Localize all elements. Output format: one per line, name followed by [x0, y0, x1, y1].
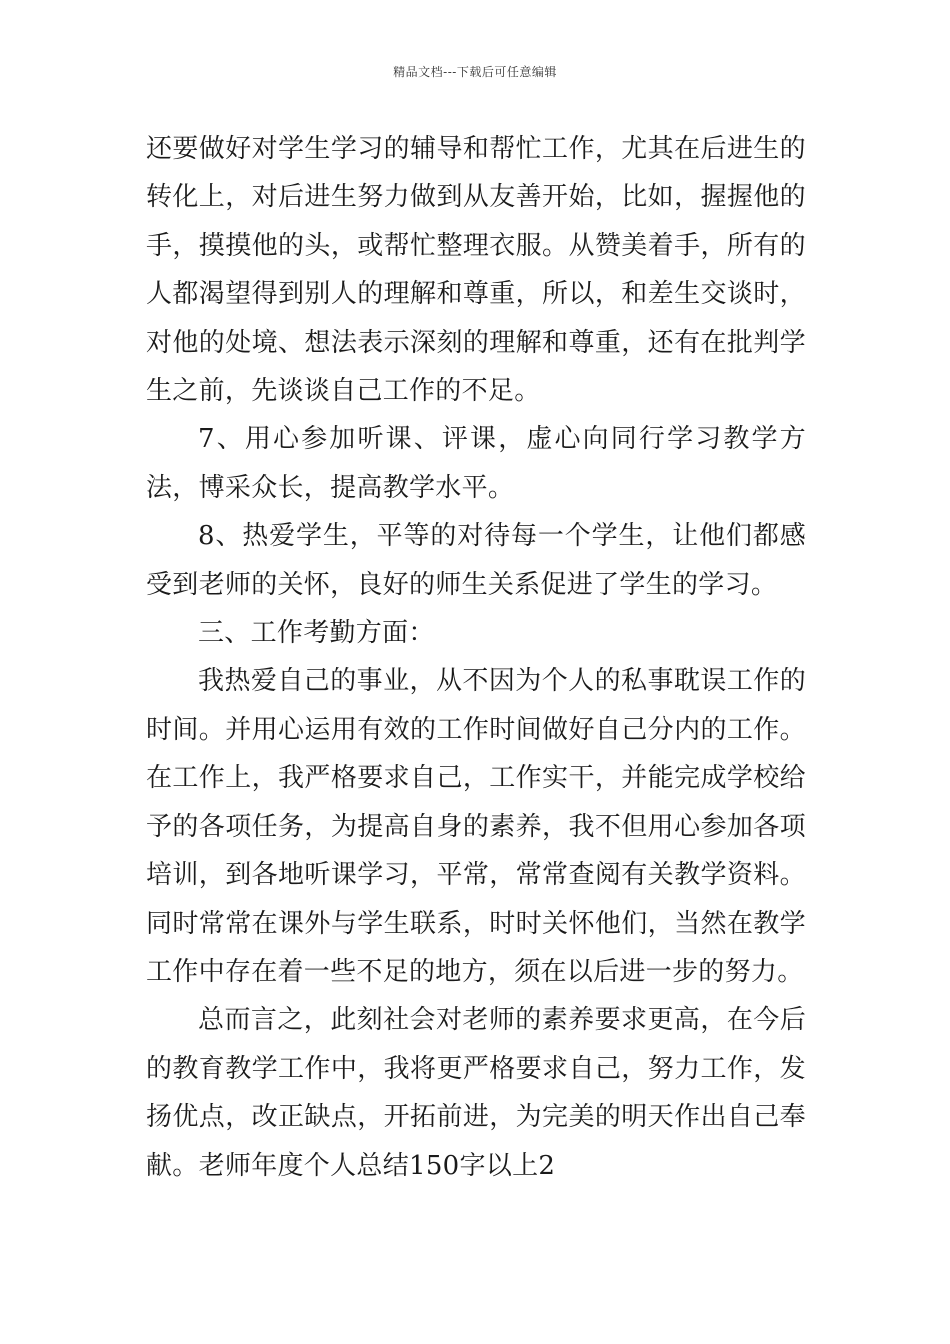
- paragraph-continuation: 还要做好对学生学习的辅导和帮忙工作，尤其在后进生的转化上，对后进生努力做到从友善开始，比如，握握他的手，摸摸他的头，或帮忙整理衣服。从赞美着手，所有的人都渴望得到别人的理解和尊重，所以，和差生交谈时，对他的处境、想法表示深刻的理解和尊重，还有在批判学生之前，先谈谈自己工作的不足。: [146, 134, 806, 407]
- paragraph-conclusion: 总而言之，此刻社会对老师的素养要求更高，在今后的教育教学工作中，我将更严格要求自己，努力工作，发扬优点，改正缺点，开拓前进，为完美的明天作出自己奉献。老师年度个人总结150字以上2: [146, 1005, 806, 1181]
- page-header: 精品文档---下载后可任意编辑: [393, 65, 557, 79]
- paragraph-item-7: 7、用心参加听课、评课，虚心向同行学习教学方法，博采众长，提高教学水平。: [146, 424, 806, 503]
- paragraph-item-8: 8、热爱学生，平等的对待每一个学生，让他们都感受到老师的关怀，良好的师生关系促进了学生的学习。: [146, 521, 806, 600]
- paragraph-attendance: 我热爱自己的事业，从不因为个人的私事耽误工作的时间。并用心运用有效的工作时间做好自己分内的工作。在工作上，我严格要求自己，工作实干，并能完成学校给予的各项任务，为提高自身的素养，我不但用心参加各项培训，到各地听课学习，平常，常常查阅有关教学资料。同时常常在课外与学生联系，时时关怀他们，当然在教学工作中存在着一些不足的地方，须在以后进一步的努力。: [146, 666, 806, 987]
- document-body: [146, 125, 806, 1190]
- section-heading-attendance: 三、工作考勤方面：: [198, 618, 435, 649]
